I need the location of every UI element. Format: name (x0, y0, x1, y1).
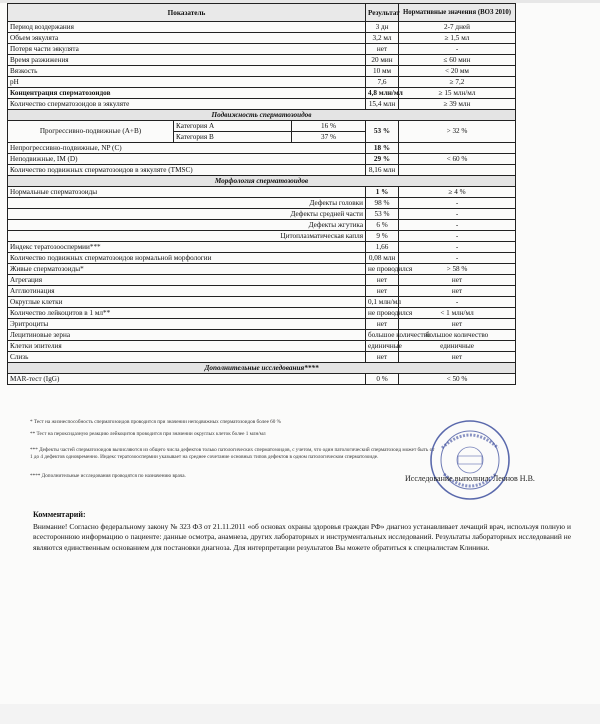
table-row (8, 264, 516, 275)
row-norm: ≥ 15 млн/мл (399, 88, 516, 99)
footnote-3: *** Дефекты частей сперматозоидов вычисляются из общего числа дефектов только патологических сперматозоидов, с учетом, что один патологический сперматозоид может быть от 1 до 4 дефектов одновременно. Индекс тератозооспермии указывает на среднее сочетание основных типов дефектов в одном патологическом сперматозоиде. (30, 447, 435, 460)
table-row (8, 275, 516, 286)
table-row (8, 99, 516, 110)
row-norm: < 60 % (399, 154, 516, 165)
row-result: 20 мин (366, 55, 399, 66)
row-name: Объем эякулята (8, 33, 366, 44)
table-row (8, 154, 516, 165)
row-result: нет (366, 286, 399, 297)
clinic-stamp (428, 418, 512, 502)
row-norm: > 58 % (399, 264, 516, 275)
table-row (8, 121, 516, 132)
row-name: Индекс тератозооспермии*** (8, 242, 366, 253)
row-result: 15,4 млн (366, 99, 399, 110)
table-row (8, 187, 516, 198)
researcher-signature: Исследование выполнил: Леонов Н.В. (405, 474, 535, 483)
footnote-1: * Тест на жизнеспособность сперматозоидов проводится при значении неподвижных сперматозоидов более 60 % (30, 419, 281, 425)
table-row (8, 319, 516, 330)
row-name: Непрогрессивно-подвижные, NP (C) (8, 143, 366, 154)
section-row (8, 363, 516, 374)
row-result: 3,2 мл (366, 33, 399, 44)
row-name: Потеря части эякулята (8, 44, 366, 55)
table-row (8, 286, 516, 297)
row-norm (399, 143, 516, 154)
row-result: 1 % (366, 187, 399, 198)
defect-name: Дефекты средней части (8, 209, 366, 220)
row-norm: - (399, 297, 516, 308)
table-row (8, 88, 516, 99)
row-norm: нет (399, 319, 516, 330)
row-name: Концентрация сперматозоидов (8, 88, 366, 99)
table-row (8, 143, 516, 154)
row-norm: < 1 млн/мл (399, 308, 516, 319)
table-header-row (8, 4, 516, 22)
table-row (8, 220, 516, 231)
table-row (8, 308, 516, 319)
table-row (8, 198, 516, 209)
header-indicator: Показатель (8, 4, 366, 22)
section-motility: Подвижность сперматозоидов (8, 110, 516, 121)
row-name: Вязкость (8, 66, 366, 77)
progressive-norm: > 32 % (399, 121, 516, 143)
row-name: Количество подвижных сперматозоидов в эякуляте (TMSC) (8, 165, 366, 176)
row-name: Неподвижные, IM (D) (8, 154, 366, 165)
row-name: Агрегация (8, 275, 366, 286)
row-name: Количество подвижных сперматозоидов нормальной морфологии (8, 253, 366, 264)
progressive-total: 53 % (366, 121, 399, 143)
row-norm: < 20 мм (399, 66, 516, 77)
table-row (8, 242, 516, 253)
row-name: Округлые клетки (8, 297, 366, 308)
row-result: 53 % (366, 209, 399, 220)
row-result: единичные (366, 341, 399, 352)
section-morphology: Морфология сперматозоидов (8, 176, 516, 187)
row-norm: ≥ 1,5 мл (399, 33, 516, 44)
row-result: не проводился (366, 264, 399, 275)
row-result: нет (366, 352, 399, 363)
table-row (8, 253, 516, 264)
row-norm: < 50 % (399, 374, 516, 385)
table-row (8, 66, 516, 77)
row-name: MAR-тест (IgG) (8, 374, 366, 385)
table-row (8, 165, 516, 176)
cat-a-value: 16 % (292, 121, 366, 132)
row-result: нет (366, 275, 399, 286)
table-row (8, 297, 516, 308)
row-result: 8,16 млн (366, 165, 399, 176)
cat-b-value: 37 % (292, 132, 366, 143)
row-name: Эритроциты (8, 319, 366, 330)
row-norm: - (399, 253, 516, 264)
row-norm: ≤ 60 мин (399, 55, 516, 66)
defect-name: Дефекты жгутика (8, 220, 366, 231)
footnote-2: ** Тест на пероксидазную реакцию лейкоцитов проводится при значении округлых клеток более 1 млн/мл (30, 431, 266, 437)
table-row (8, 352, 516, 363)
row-result: 7,6 (366, 77, 399, 88)
row-result: не проводился (366, 308, 399, 319)
row-norm: единичные (399, 341, 516, 352)
row-result: 29 % (366, 154, 399, 165)
table-row (8, 77, 516, 88)
row-norm: ≥ 4 % (399, 187, 516, 198)
row-norm: - (399, 242, 516, 253)
row-norm: 2-7 дней (399, 22, 516, 33)
footnote-4: **** Дополнительные исследования проводятся по назначению врача. (30, 473, 186, 479)
table-row (8, 22, 516, 33)
comment-text: Внимание! Согласно федеральному закону № 323 ФЗ от 21.11.2011 «об основах охраны здоровья граждан РФ» диагноз устанавливает лечащий врач, используя полную и всестороннюю информацию о пациенте: данные осмотра, анамнеза, других лабораторных и инструментальных исследований. Результаты лабораторных исследований не являются единственным основанием для постановки диагноза. Для интерпретации результатов Вы можете обратиться к специалистам Клиники. (33, 522, 571, 552)
table-row (8, 374, 516, 385)
row-norm: нет (399, 286, 516, 297)
row-result: 1,66 (366, 242, 399, 253)
cat-a-label: Категория A (174, 121, 292, 132)
progressive-label: Прогрессивно-подвижные (A+B) (8, 121, 174, 143)
table-row (8, 341, 516, 352)
results-table (7, 3, 516, 385)
row-norm: - (399, 231, 516, 242)
row-norm: - (399, 209, 516, 220)
table-row (8, 231, 516, 242)
row-name: Время разжижения (8, 55, 366, 66)
row-name: Лецитиновые зерна (8, 330, 366, 341)
row-result: 0 % (366, 374, 399, 385)
section-row (8, 110, 516, 121)
cat-b-label: Категория B (174, 132, 292, 143)
row-result: нет (366, 319, 399, 330)
defect-name: Цитоплазматическая капля (8, 231, 366, 242)
row-name: Живые сперматозоиды* (8, 264, 366, 275)
row-result: 6 % (366, 220, 399, 231)
header-result: Результат (366, 4, 399, 22)
row-result: 0,08 млн (366, 253, 399, 264)
section-additional: Дополнительные исследования**** (8, 363, 516, 374)
row-name: Количество лейкоцитов в 1 мл** (8, 308, 366, 319)
section-row (8, 176, 516, 187)
row-result: 18 % (366, 143, 399, 154)
table-row (8, 44, 516, 55)
row-norm (399, 165, 516, 176)
table-row (8, 55, 516, 66)
defect-name: Дефекты головки (8, 198, 366, 209)
bottom-strip (0, 704, 600, 724)
row-name: Нормальные сперматозоиды (8, 187, 366, 198)
row-result: 9 % (366, 231, 399, 242)
row-norm: - (399, 220, 516, 231)
row-name: Период воздержания (8, 22, 366, 33)
table-row (8, 209, 516, 220)
row-norm: ≥ 39 млн (399, 99, 516, 110)
row-norm: нет (399, 275, 516, 286)
row-norm: - (399, 44, 516, 55)
row-norm: нет (399, 352, 516, 363)
table-row (8, 330, 516, 341)
row-result: 10 мм (366, 66, 399, 77)
row-result: нет (366, 44, 399, 55)
row-result: 4,8 млн/мл (366, 88, 399, 99)
row-name: Слизь (8, 352, 366, 363)
row-norm: большое количество (399, 330, 516, 341)
row-norm: - (399, 198, 516, 209)
row-name: Клетки эпителия (8, 341, 366, 352)
row-name: Количество сперматозоидов в эякуляте (8, 99, 366, 110)
row-name: Агглютинация (8, 286, 366, 297)
header-norm: Нормативные значения (ВОЗ 2010) (399, 4, 516, 22)
table-row (8, 33, 516, 44)
row-name: pH (8, 77, 366, 88)
row-result: 3 дн (366, 22, 399, 33)
row-result: 98 % (366, 198, 399, 209)
comment-title: Комментарий: (33, 510, 86, 519)
row-result: 0,1 млн/мл (366, 297, 399, 308)
row-norm: ≥ 7,2 (399, 77, 516, 88)
row-result: большое количество (366, 330, 399, 341)
